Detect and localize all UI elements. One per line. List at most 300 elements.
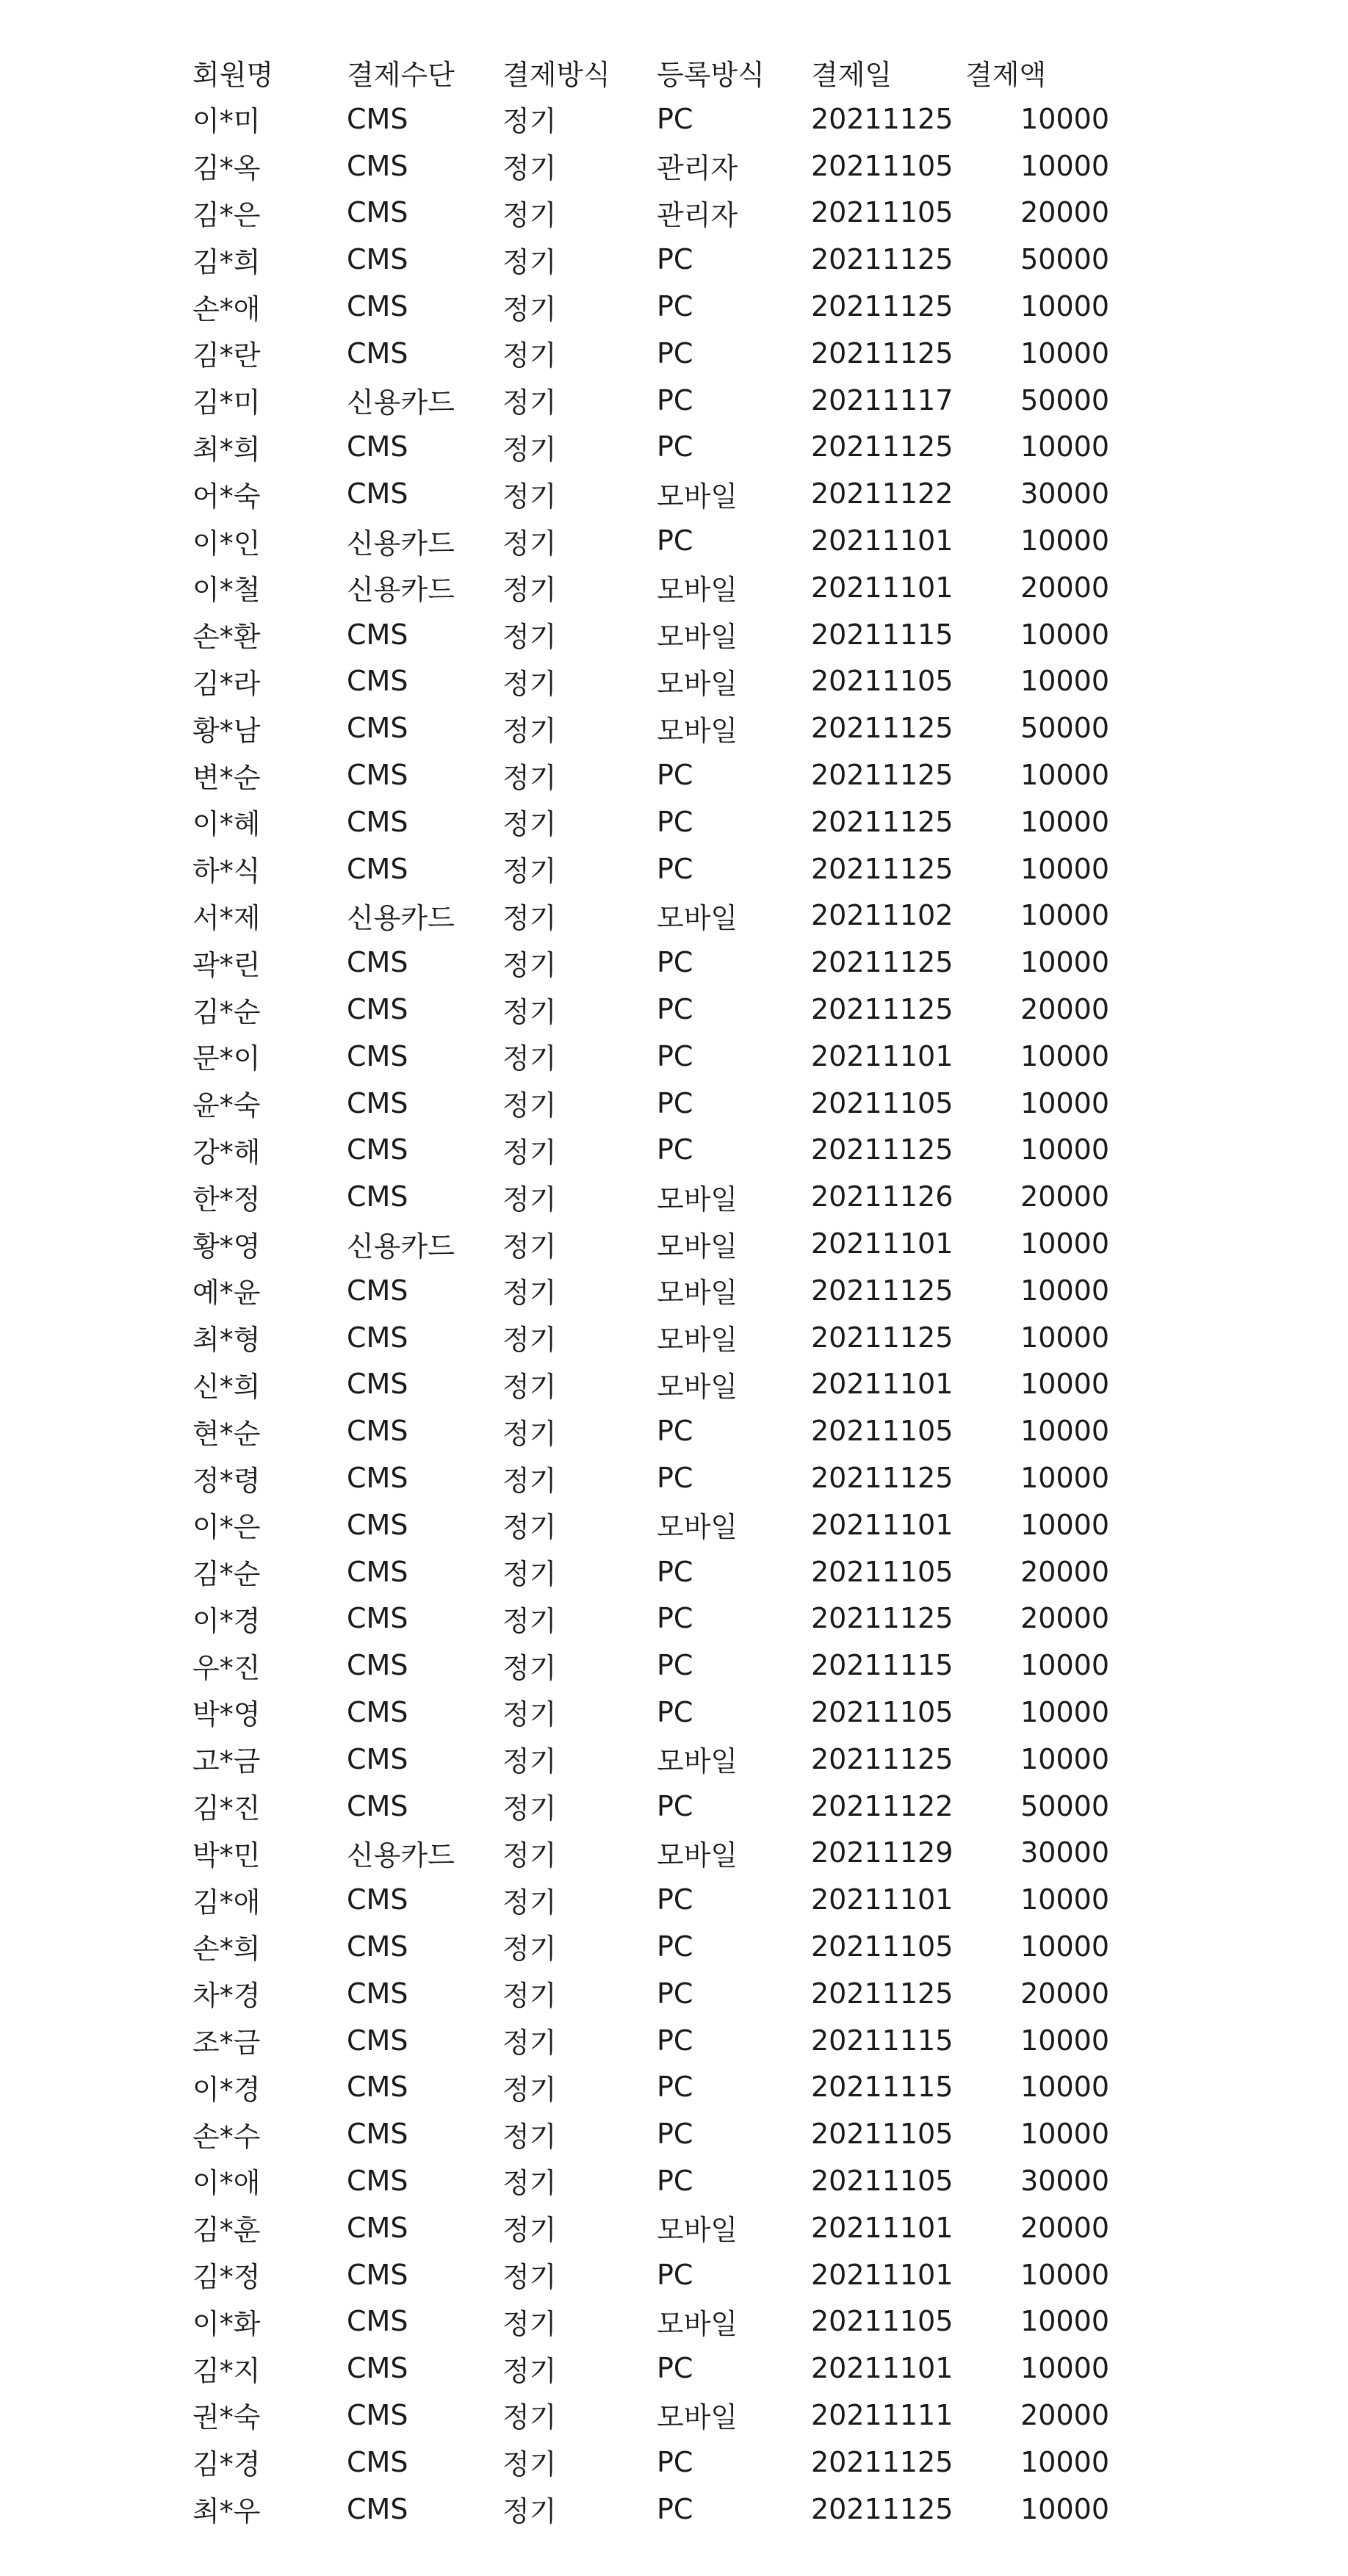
- table-row: [192, 892, 1147, 939]
- payment-means-cell: CMS: [347, 1321, 408, 1354]
- payment-type-cell: 정기: [502, 152, 557, 185]
- payment-type-cell: 정기: [502, 1839, 557, 1872]
- payment-means-cell: CMS: [347, 993, 408, 1026]
- registration-cell: PC: [657, 1930, 693, 1963]
- payment-type-cell: 정기: [502, 1417, 557, 1450]
- payment-means-cell: 신용카드: [347, 574, 455, 607]
- member-name-cell: 고*금: [192, 1745, 261, 1778]
- table-row: [192, 142, 1147, 190]
- payment-date-cell: 20211125: [811, 712, 954, 745]
- payment-date-cell: 20211105: [811, 2118, 954, 2151]
- registration-cell: 모바일: [657, 667, 738, 700]
- payment-means-cell: CMS: [347, 102, 408, 135]
- payment-means-cell: CMS: [347, 1789, 408, 1822]
- table-row: [192, 1689, 1147, 1736]
- payment-means-cell: CMS: [347, 243, 408, 276]
- member-name-cell: 손*애: [192, 292, 261, 325]
- table-row: [192, 1127, 1147, 1174]
- payment-type-cell: 정기: [502, 855, 557, 888]
- registration-cell: PC: [657, 2164, 693, 2197]
- payment-type-cell: 정기: [502, 1183, 557, 1216]
- payment-amount-cell: 10000: [1020, 852, 1109, 885]
- payment-type-cell: 정기: [502, 1511, 557, 1544]
- member-name-cell: 차*경: [192, 1980, 261, 2013]
- payment-amount-cell: 30000: [1020, 2164, 1109, 2197]
- payment-date-cell: 20211105: [811, 2164, 954, 2197]
- payment-amount-cell: 10000: [1020, 1227, 1109, 1260]
- table-row: [192, 1407, 1147, 1454]
- table-row: [192, 1595, 1147, 1642]
- member-name-cell: 강*해: [192, 1136, 261, 1169]
- member-name-cell: 손*수: [192, 2120, 261, 2153]
- payment-means-cell: CMS: [347, 2445, 408, 2478]
- registration-cell: PC: [657, 805, 693, 838]
- table-row: [192, 236, 1147, 283]
- payment-type-cell: 정기: [502, 2307, 557, 2340]
- table-row: [192, 2157, 1147, 2204]
- payment-means-cell: CMS: [347, 1930, 408, 1963]
- table-row: [192, 1173, 1147, 1220]
- member-name-cell: 이*철: [192, 574, 261, 607]
- payment-date-cell: 20211126: [811, 1180, 954, 1213]
- payment-amount-cell: 10000: [1020, 290, 1109, 323]
- payment-date-cell: 20211101: [811, 1368, 954, 1401]
- payment-amount-cell: 10000: [1020, 524, 1109, 558]
- payment-date-cell: 20211125: [811, 805, 954, 838]
- payment-type-cell: 정기: [502, 1324, 557, 1357]
- header-payment-means: 결제수단: [347, 58, 455, 91]
- header-payment-type: 결제방식: [502, 58, 610, 91]
- payment-type-cell: 정기: [502, 339, 557, 372]
- registration-cell: 모바일: [657, 2307, 738, 2340]
- payment-amount-cell: 10000: [1020, 2492, 1109, 2525]
- table-row: [192, 2298, 1147, 2345]
- payment-amount-cell: 10000: [1020, 2305, 1109, 2338]
- member-name-cell: 김*지: [192, 2354, 261, 2387]
- registration-cell: 관리자: [657, 152, 738, 185]
- payment-type-cell: 정기: [502, 1089, 557, 1122]
- payment-means-cell: CMS: [347, 618, 408, 651]
- registration-cell: PC: [657, 1039, 693, 1072]
- table-row: [192, 1220, 1147, 1267]
- payment-date-cell: 20211105: [811, 2305, 954, 2338]
- member-name-cell: 조*금: [192, 2027, 261, 2060]
- registration-cell: PC: [657, 1086, 693, 1119]
- payment-means-cell: CMS: [347, 2352, 408, 2385]
- member-name-cell: 김*은: [192, 198, 261, 231]
- member-name-cell: 이*경: [192, 1604, 261, 1637]
- payment-amount-cell: 10000: [1020, 1086, 1109, 1119]
- member-name-cell: 서*제: [192, 901, 261, 934]
- payment-means-cell: CMS: [347, 1415, 408, 1448]
- payment-type-cell: 정기: [502, 2495, 557, 2528]
- payment-type-cell: 정기: [502, 761, 557, 794]
- payment-means-cell: CMS: [347, 290, 408, 323]
- registration-cell: 모바일: [657, 1277, 738, 1310]
- payment-type-cell: 정기: [502, 901, 557, 934]
- payment-means-cell: CMS: [347, 1462, 408, 1494]
- payment-amount-cell: 10000: [1020, 430, 1109, 463]
- payment-type-cell: 정기: [502, 2401, 557, 2434]
- payment-type-cell: 정기: [502, 948, 557, 981]
- payment-type-cell: 정기: [502, 433, 557, 466]
- member-name-cell: 김*경: [192, 2448, 261, 2481]
- member-name-cell: 이*은: [192, 1511, 261, 1544]
- member-name-cell: 박*영: [192, 1698, 261, 1731]
- payment-type-cell: 정기: [502, 480, 557, 513]
- table-row: [192, 658, 1147, 705]
- payment-amount-cell: 20000: [1020, 2211, 1109, 2244]
- registration-cell: PC: [657, 2492, 693, 2525]
- table-row: [192, 1361, 1147, 1408]
- registration-cell: PC: [657, 2024, 693, 2057]
- member-name-cell: 김*진: [192, 1792, 261, 1825]
- payment-type-cell: 정기: [502, 1464, 557, 1497]
- member-name-cell: 곽*린: [192, 948, 261, 981]
- table-row: [192, 1736, 1147, 1783]
- payment-date-cell: 20211105: [811, 196, 954, 229]
- registration-cell: PC: [657, 1415, 693, 1448]
- payment-amount-cell: 10000: [1020, 759, 1109, 792]
- member-name-cell: 김*애: [192, 1886, 261, 1919]
- member-name-cell: 예*윤: [192, 1277, 261, 1310]
- table-row: [192, 2110, 1147, 2157]
- member-name-cell: 이*인: [192, 527, 261, 560]
- member-name-cell: 하*식: [192, 855, 261, 888]
- table-row: [192, 986, 1147, 1033]
- payment-type-cell: 정기: [502, 245, 557, 278]
- payment-date-cell: 20211125: [811, 852, 954, 885]
- payment-means-cell: CMS: [347, 2211, 408, 2244]
- payment-date-cell: 20211101: [811, 1883, 954, 1916]
- registration-cell: 모바일: [657, 1370, 738, 1403]
- payment-date-cell: 20211125: [811, 1977, 954, 2010]
- payment-date-cell: 20211125: [811, 1274, 954, 1307]
- payment-amount-cell: 30000: [1020, 1836, 1109, 1869]
- table-row: [192, 845, 1147, 892]
- payment-amount-cell: 10000: [1020, 1695, 1109, 1728]
- payment-amount-cell: 50000: [1020, 1789, 1109, 1822]
- registration-cell: PC: [657, 1695, 693, 1728]
- registration-cell: PC: [657, 993, 693, 1026]
- table-row: [192, 1548, 1147, 1595]
- member-name-cell: 우*진: [192, 1651, 261, 1684]
- registration-cell: PC: [657, 524, 693, 558]
- payment-means-cell: CMS: [347, 759, 408, 792]
- payment-date-cell: 20211125: [811, 243, 954, 276]
- payment-date-cell: 20211101: [811, 2258, 954, 2291]
- table-row: [192, 95, 1147, 142]
- payment-amount-cell: 10000: [1020, 1321, 1109, 1354]
- registration-cell: 모바일: [657, 480, 738, 513]
- payment-means-cell: CMS: [347, 2164, 408, 2197]
- payment-amount-cell: 10000: [1020, 1039, 1109, 1072]
- payment-amount-cell: 10000: [1020, 618, 1109, 651]
- payment-type-cell: 정기: [502, 2167, 557, 2200]
- payment-type-cell: 정기: [502, 2073, 557, 2106]
- payment-means-cell: CMS: [347, 2398, 408, 2431]
- registration-cell: PC: [657, 2258, 693, 2291]
- payment-amount-cell: 10000: [1020, 1133, 1109, 1166]
- payment-type-cell: 정기: [502, 2261, 557, 2294]
- member-name-cell: 문*이: [192, 1042, 261, 1075]
- registration-cell: PC: [657, 2071, 693, 2104]
- payment-type-cell: 정기: [502, 1980, 557, 2013]
- payment-means-cell: CMS: [347, 1602, 408, 1635]
- registration-cell: PC: [657, 1555, 693, 1588]
- header-payment-date: 결제일: [811, 58, 893, 91]
- payment-means-cell: CMS: [347, 2118, 408, 2151]
- payment-amount-cell: 10000: [1020, 149, 1109, 182]
- payment-amount-cell: 10000: [1020, 336, 1109, 369]
- payment-date-cell: 20211115: [811, 2024, 954, 2057]
- payment-amount-cell: 10000: [1020, 1274, 1109, 1307]
- payment-amount-cell: 10000: [1020, 2024, 1109, 2057]
- payment-means-cell: CMS: [347, 1695, 408, 1728]
- registration-cell: 모바일: [657, 621, 738, 654]
- member-name-cell: 이*경: [192, 2073, 261, 2106]
- payment-type-cell: 정기: [502, 1230, 557, 1263]
- payment-amount-cell: 20000: [1020, 1180, 1109, 1213]
- payment-type-cell: 정기: [502, 198, 557, 231]
- payment-means-cell: 신용카드: [347, 386, 455, 419]
- table-row: [192, 1454, 1147, 1501]
- payment-date-cell: 20211111: [811, 2398, 954, 2431]
- payment-amount-cell: 10000: [1020, 1883, 1109, 1916]
- payment-amount-cell: 50000: [1020, 383, 1109, 416]
- payment-means-cell: 신용카드: [347, 1230, 455, 1263]
- payment-date-cell: 20211105: [811, 1695, 954, 1728]
- table-row: [192, 1033, 1147, 1080]
- payment-amount-cell: 10000: [1020, 899, 1109, 932]
- payment-means-cell: CMS: [347, 2305, 408, 2338]
- payment-amount-cell: 20000: [1020, 571, 1109, 604]
- table-header-row: [192, 48, 1147, 95]
- payment-date-cell: 20211101: [811, 1227, 954, 1260]
- member-name-cell: 이*미: [192, 105, 261, 138]
- registration-cell: 모바일: [657, 1324, 738, 1357]
- payment-date-cell: 20211105: [811, 665, 954, 698]
- member-name-cell: 김*미: [192, 386, 261, 419]
- payment-amount-cell: 20000: [1020, 1977, 1109, 2010]
- table-row: [192, 1970, 1147, 2017]
- registration-cell: 모바일: [657, 1183, 738, 1216]
- member-name-cell: 박*민: [192, 1839, 261, 1872]
- payment-date-cell: 20211101: [811, 2352, 954, 2385]
- payment-amount-cell: 20000: [1020, 1555, 1109, 1588]
- table-row: [192, 751, 1147, 798]
- payment-amount-cell: 10000: [1020, 2445, 1109, 2478]
- table-row: [192, 2392, 1147, 2439]
- payment-means-cell: CMS: [347, 1274, 408, 1307]
- payment-means-cell: 신용카드: [347, 1839, 455, 1872]
- member-name-cell: 김*훈: [192, 2214, 261, 2247]
- member-name-cell: 최*형: [192, 1324, 261, 1357]
- payment-means-cell: CMS: [347, 1742, 408, 1775]
- payment-means-cell: CMS: [347, 1649, 408, 1682]
- member-name-cell: 신*희: [192, 1370, 261, 1403]
- payment-amount-cell: 10000: [1020, 1415, 1109, 1448]
- registration-cell: 모바일: [657, 574, 738, 607]
- payment-date-cell: 20211125: [811, 1742, 954, 1775]
- table-row: [192, 1314, 1147, 1361]
- table-row: [192, 2017, 1147, 2064]
- table-row: [192, 330, 1147, 377]
- payment-date-cell: 20211122: [811, 477, 954, 510]
- payment-type-cell: 정기: [502, 1370, 557, 1403]
- payment-means-cell: CMS: [347, 2024, 408, 2057]
- table-row: [192, 939, 1147, 986]
- member-name-cell: 어*숙: [192, 480, 261, 513]
- payment-amount-cell: 10000: [1020, 1742, 1109, 1775]
- payment-date-cell: 20211125: [811, 336, 954, 369]
- table-row: [192, 704, 1147, 751]
- payment-amount-cell: 20000: [1020, 2398, 1109, 2431]
- member-name-cell: 손*환: [192, 621, 261, 654]
- payment-amount-cell: 10000: [1020, 1649, 1109, 1682]
- table-row: [192, 1783, 1147, 1830]
- member-name-cell: 윤*숙: [192, 1089, 261, 1122]
- registration-cell: PC: [657, 759, 693, 792]
- payment-type-cell: 정기: [502, 1042, 557, 1075]
- payment-date-cell: 20211125: [811, 430, 954, 463]
- payment-amount-cell: 10000: [1020, 1368, 1109, 1401]
- table-row: [192, 2439, 1147, 2486]
- member-name-cell: 현*순: [192, 1417, 261, 1450]
- payment-means-cell: 신용카드: [347, 901, 455, 934]
- payment-means-cell: CMS: [347, 149, 408, 182]
- registration-cell: 관리자: [657, 198, 738, 231]
- payment-date-cell: 20211125: [811, 1602, 954, 1635]
- payment-type-cell: 정기: [502, 292, 557, 325]
- payment-type-cell: 정기: [502, 714, 557, 747]
- member-name-cell: 변*순: [192, 761, 261, 794]
- payment-type-cell: 정기: [502, 1604, 557, 1637]
- payment-date-cell: 20211115: [811, 618, 954, 651]
- payment-date-cell: 20211125: [811, 102, 954, 135]
- registration-cell: PC: [657, 1883, 693, 1916]
- table-row: [192, 1876, 1147, 1923]
- registration-cell: PC: [657, 1977, 693, 2010]
- table-body: [192, 95, 1147, 2532]
- payment-date-cell: 20211125: [811, 946, 954, 979]
- payment-date-cell: 20211125: [811, 2492, 954, 2525]
- payment-date-cell: 20211105: [811, 1930, 954, 1963]
- payment-means-cell: CMS: [347, 477, 408, 510]
- member-name-cell: 김*라: [192, 667, 261, 700]
- table-row: [192, 1923, 1147, 1970]
- payment-means-cell: CMS: [347, 2492, 408, 2525]
- member-name-cell: 황*영: [192, 1230, 261, 1263]
- table-row: [192, 377, 1147, 424]
- payment-amount-cell: 10000: [1020, 946, 1109, 979]
- payment-date-cell: 20211125: [811, 290, 954, 323]
- payment-means-cell: CMS: [347, 665, 408, 698]
- member-name-cell: 이*혜: [192, 808, 261, 841]
- registration-cell: PC: [657, 1649, 693, 1682]
- payment-amount-cell: 30000: [1020, 477, 1109, 510]
- payment-type-cell: 정기: [502, 2354, 557, 2387]
- payment-amount-cell: 10000: [1020, 2352, 1109, 2385]
- registration-cell: PC: [657, 1789, 693, 1822]
- payment-type-cell: 정기: [502, 1745, 557, 1778]
- payment-amount-cell: 50000: [1020, 243, 1109, 276]
- table-row: [192, 1642, 1147, 1689]
- table-row: [192, 190, 1147, 237]
- payment-amount-cell: 10000: [1020, 805, 1109, 838]
- payment-means-cell: CMS: [347, 2258, 408, 2291]
- payment-amount-cell: 20000: [1020, 196, 1109, 229]
- registration-cell: 모바일: [657, 1230, 738, 1263]
- payment-type-cell: 정기: [502, 105, 557, 138]
- table-row: [192, 1829, 1147, 1876]
- registration-cell: 모바일: [657, 1745, 738, 1778]
- payment-date-cell: 20211122: [811, 1789, 954, 1822]
- table-row: [192, 1080, 1147, 1127]
- payment-type-cell: 정기: [502, 386, 557, 419]
- payment-type-cell: 정기: [502, 1933, 557, 1966]
- payment-amount-cell: 10000: [1020, 2258, 1109, 2291]
- payment-amount-cell: 10000: [1020, 1462, 1109, 1494]
- payment-means-cell: CMS: [347, 2071, 408, 2104]
- registration-cell: PC: [657, 430, 693, 463]
- payment-type-cell: 정기: [502, 527, 557, 560]
- registration-cell: PC: [657, 2352, 693, 2385]
- payment-means-cell: CMS: [347, 1180, 408, 1213]
- member-name-cell: 권*숙: [192, 2401, 261, 2434]
- registration-cell: PC: [657, 2445, 693, 2478]
- member-name-cell: 정*령: [192, 1464, 261, 1497]
- payment-date-cell: 20211115: [811, 1649, 954, 1682]
- registration-cell: PC: [657, 1133, 693, 1166]
- payment-means-cell: CMS: [347, 1883, 408, 1916]
- payment-amount-cell: 10000: [1020, 102, 1109, 135]
- header-registration: 등록방식: [657, 58, 765, 91]
- table-row: [192, 611, 1147, 658]
- registration-cell: PC: [657, 243, 693, 276]
- payment-amount-cell: 10000: [1020, 1930, 1109, 1963]
- member-name-cell: 김*란: [192, 339, 261, 372]
- member-name-cell: 김*희: [192, 245, 261, 278]
- table-row: [192, 1501, 1147, 1548]
- payment-type-cell: 정기: [502, 808, 557, 841]
- payment-date-cell: 20211101: [811, 524, 954, 558]
- table-row: [192, 283, 1147, 330]
- payment-means-cell: CMS: [347, 946, 408, 979]
- table-row: [192, 2063, 1147, 2110]
- payment-date-cell: 20211125: [811, 993, 954, 1026]
- table-row: [192, 2486, 1147, 2533]
- payment-means-cell: CMS: [347, 1555, 408, 1588]
- payment-type-cell: 정기: [502, 1651, 557, 1684]
- payment-date-cell: 20211105: [811, 149, 954, 182]
- payment-means-cell: CMS: [347, 1977, 408, 2010]
- payment-date-cell: 20211101: [811, 571, 954, 604]
- payment-means-cell: CMS: [347, 805, 408, 838]
- payment-date-cell: 20211125: [811, 1462, 954, 1494]
- member-name-cell: 최*희: [192, 433, 261, 466]
- payment-means-cell: CMS: [347, 336, 408, 369]
- payment-date-cell: 20211101: [811, 1508, 954, 1541]
- registration-cell: 모바일: [657, 1839, 738, 1872]
- member-name-cell: 이*화: [192, 2307, 261, 2340]
- member-name-cell: 황*남: [192, 714, 261, 747]
- payment-means-cell: CMS: [347, 430, 408, 463]
- member-name-cell: 김*옥: [192, 152, 261, 185]
- member-name-cell: 김*순: [192, 1558, 261, 1591]
- registration-cell: 모바일: [657, 714, 738, 747]
- payment-means-cell: CMS: [347, 1508, 408, 1541]
